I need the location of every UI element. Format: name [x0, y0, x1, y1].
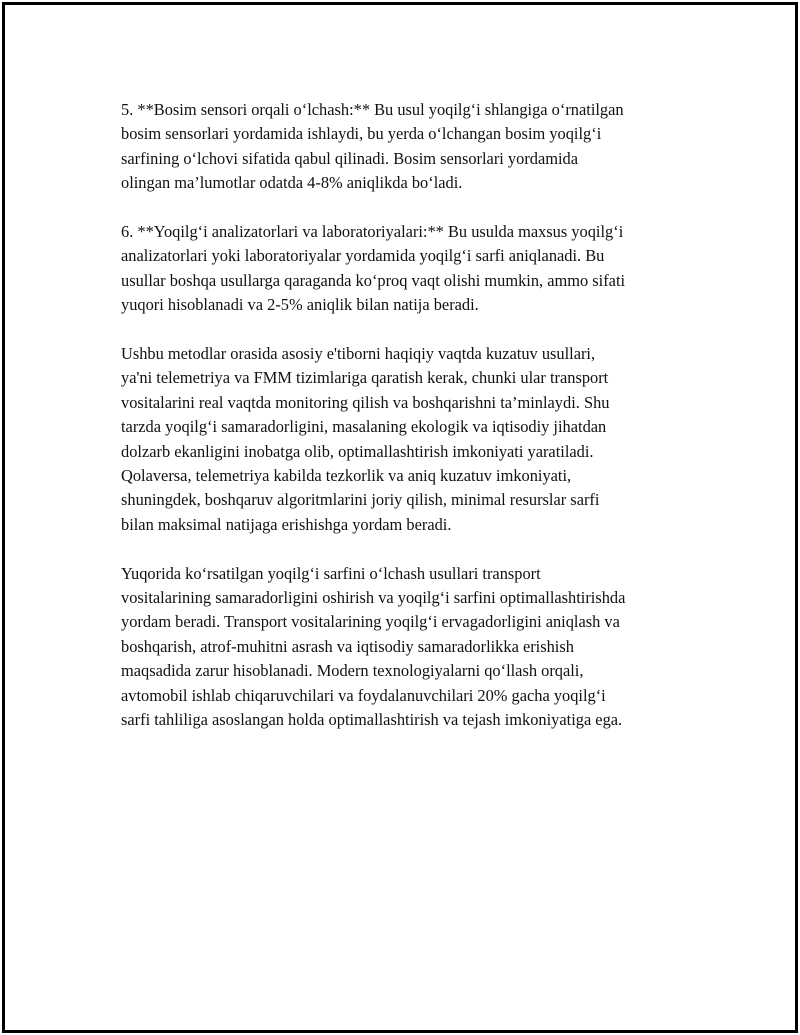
text-line: 5. **Bosim sensori orqali o‘lchash:** Bu usul yoqilg‘i shlangiga o‘rnatilgan — [121, 100, 624, 119]
text-line: avtomobil ishlab chiqaruvchilari va foydalanuvchilari 20% gacha yoqilg‘i — [121, 685, 606, 705]
document-body — [121, 98, 701, 757]
text-line: Qolaversa, telemetriya kabilda tezkorlik va aniq kuzatuv imkoniyati, — [121, 466, 572, 486]
text-line: shuningdek, boshqaruv algoritmlarini joriy qilish, minimal resurslar sarfi — [121, 490, 600, 510]
text-line: boshqarish, atrof-muhitni asrash va iqtisodiy samaradorlikka erishish — [121, 636, 574, 656]
page-frame — [2, 2, 798, 1033]
text-line: ya'ni telemetriya va FMM tizimlariga qaratish kerak, chunki ular transport — [121, 368, 609, 388]
paragraph-fuel-analyzers — [121, 220, 701, 318]
text-line: vositalarini real vaqtda monitoring qilish va boshqarishni ta’minlaydi. Shu — [121, 392, 610, 412]
paragraph-conclusion — [121, 562, 701, 733]
paragraph-pressure-sensor — [121, 98, 701, 196]
text-line: 6. **Yoqilg‘i analizatorlari va laboratoriyalari:** Bu usulda maxsus yoqilg‘i — [121, 222, 624, 242]
text-line: analizatorlari yoki laboratoriyalar yordamida yoqilg‘i sarfi aniqlanadi. Bu — [121, 246, 605, 266]
text-line: Yuqorida ko‘rsatilgan yoqilg‘i sarfini o‘lchash usullari transport — [121, 563, 541, 583]
text-line: sarfi tahliliga asoslangan holda optimallashtirish va tejash imkoniyatiga ega. — [121, 710, 623, 730]
text-line: maqsadida zarur hisoblanadi. Modern texnologiyalarni qo‘llash orqali, — [121, 661, 584, 681]
text-line: yordam beradi. Transport vositalarining yoqilg‘i ervagadorligini aniqlash va — [121, 612, 620, 632]
text-line: dolzarb ekanligini inobatga olib, optimallashtirish imkoniyati yaratiladi. — [121, 441, 594, 461]
paragraph-realtime-monitoring — [121, 342, 701, 537]
text-line: vositalarining samaradorligini oshirish va yoqilg‘i sarfini optimallashtirishda — [121, 588, 626, 608]
text-line: usullar boshqa usullarga qaraganda ko‘proq vaqt olishi mumkin, ammo sifati — [121, 270, 626, 290]
text-line: bosim sensorlari yordamida ishlaydi, bu yerda o‘lchangan bosim yoqilg‘i — [121, 124, 602, 144]
text-line: sarfining o‘lchovi sifatida qabul qilinadi. Bosim sensorlari yordamida — [121, 148, 579, 168]
text-line: olingan ma’lumotlar odatda 4-8% aniqlikda bo‘ladi. — [121, 173, 463, 193]
text-line: yuqori hisoblanadi va 2-5% aniqlik bilan natija beradi. — [121, 295, 479, 315]
text-line: Ushbu metodlar orasida asosiy e'tiborni haqiqiy vaqtda kuzatuv usullari, — [121, 344, 596, 364]
text-line: tarzda yoqilg‘i samaradorligini, masalaning ekologik va iqtisodiy jihatdan — [121, 417, 607, 437]
text-line: bilan maksimal natijaga erishishga yordam beradi. — [121, 514, 452, 534]
